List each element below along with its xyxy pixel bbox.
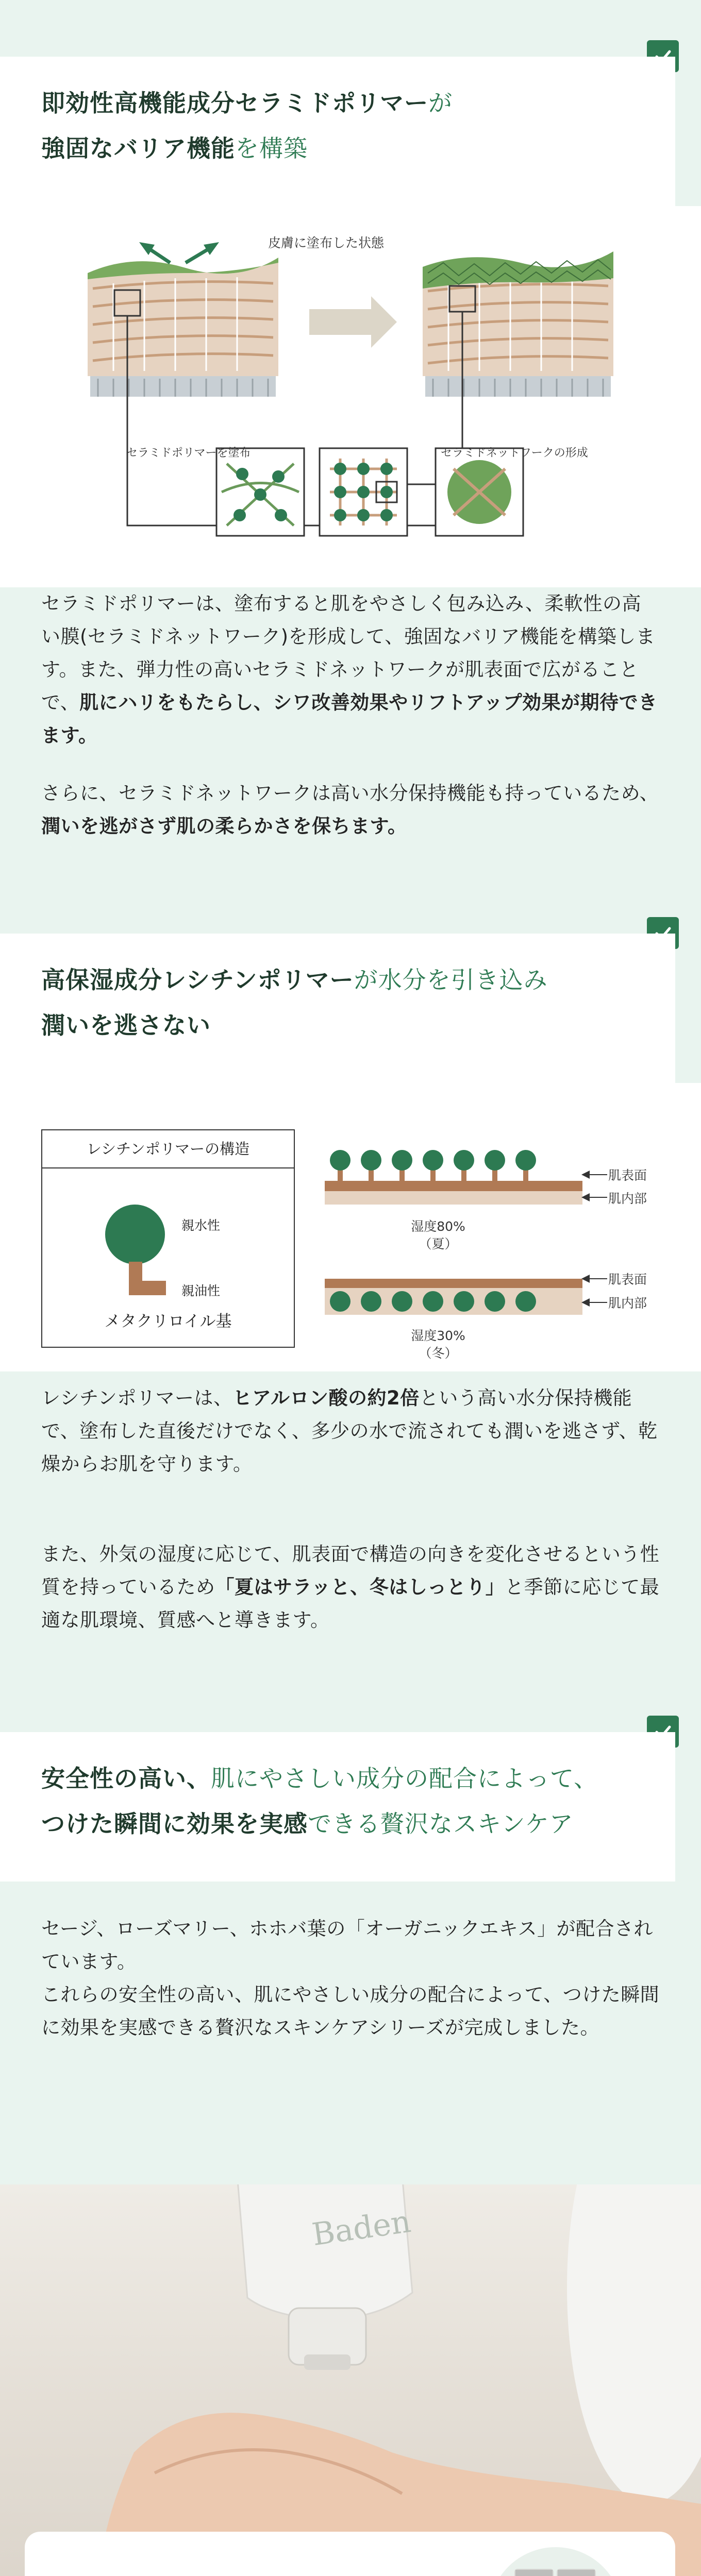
- diagram-label-right: セラミドネットワークの形成: [441, 447, 588, 460]
- types-card: [25, 2532, 675, 2576]
- section2-paragraph-2: また、外気の湿度に応じて、肌表面で構造の向きを変化させるという性質を持っているため「夏はサラッと、冬はしっとり」と季節に応じて最適な肌環境、質感へと導きます。: [41, 1543, 660, 1631]
- section3-title-card: [0, 1732, 675, 1882]
- section1-title-line1: 即効性高機能成分セラミドポリマーが: [41, 89, 453, 117]
- surface-label-summer: 肌表面: [608, 1168, 647, 1183]
- section1-paragraph-1: セラミドポリマーは、塗布すると肌をやさしく包み込み、柔軟性の高い膜(セラミドネットワーク)を形成して、強固なバリア機能を構築します。また、弾力性の高いセラミドネットワークが肌表面で広がることで、肌にハリをもたらし、シワ改善効果やリフトアップ効果が期待できます。: [41, 592, 658, 747]
- diagram-label-left: セラミドポリマーを塗布: [126, 447, 251, 460]
- inner-label-winter: 肌内部: [608, 1296, 647, 1311]
- transition-arrow: [309, 296, 397, 348]
- structure-box: [41, 1129, 295, 1348]
- detail-box-3: [436, 448, 523, 536]
- bottle-brand-text: Baden: [310, 2203, 413, 2253]
- section2-title-line1: 高保湿成分レシチンポリマーが水分を引き込み: [41, 966, 548, 994]
- winter-humidity-label: 湿度30% （冬）: [411, 1328, 465, 1361]
- detail-box-2: [320, 448, 407, 536]
- section2-title-card: [0, 934, 675, 1083]
- section2-title-line2: 潤いを逃さない: [41, 1011, 211, 1039]
- surface-label-winter: 肌表面: [608, 1272, 647, 1287]
- diagram-caption-top: 皮膚に塗布した状態: [268, 235, 385, 250]
- lecithin-diagram: [0, 1083, 701, 1371]
- base-name-label: メタクリロイル基: [104, 1312, 232, 1331]
- section2-paragraph-1: レシチンポリマーは、ヒアルロン酸の約2倍という高い水分保持機能で、塗布した直後だけでなく、多少の水で流されても潤いを逃さず、乾燥からお肌を守ります。: [41, 1387, 658, 1475]
- section1-title-card: [0, 57, 675, 206]
- section1-paragraph-2: さらに、セラミドネットワークは高い水分保持機能も持っているため、潤いを逃がさず肌の柔らかさを保ちます。: [41, 782, 659, 837]
- ceramide-diagram: [0, 206, 701, 587]
- person-coat: [567, 2184, 701, 2504]
- section1-title-line2: 強固なバリア機能を構築: [41, 134, 308, 162]
- skin-block-right: [423, 251, 613, 397]
- section3-title-line2: つけた瞬間に効果を実感できる贅沢なスキンケア: [41, 1810, 574, 1838]
- product-photo: [0, 2184, 701, 2576]
- product-bottles-image: [489, 2547, 623, 2576]
- winter-panel: [325, 1279, 582, 1315]
- section3-paragraph: セージ、ローズマリー、ホホバ葉の「オーガニックエキス」が配合されています。 これらの安全性の高い、肌にやさしい成分の配合によって、つけた瞬間に効果を実感できる贅沢なスキンケアシリーズが完成しました。: [41, 1918, 660, 2039]
- hydrophilic-label: 親水性: [181, 1218, 221, 1233]
- lipophilic-label: 親油性: [181, 1283, 221, 1298]
- structure-box-title: レシチンポリマーの構造: [42, 1130, 294, 1168]
- skin-block-left: [88, 242, 278, 397]
- summer-panel: [325, 1150, 582, 1205]
- detail-box-1: [216, 448, 304, 536]
- inner-label-summer: 肌内部: [608, 1191, 647, 1206]
- section3-title-line1: 安全性の高い、肌にやさしい成分の配合によって、: [41, 1765, 598, 1792]
- summer-humidity-label: 湿度80% （夏）: [411, 1219, 465, 1251]
